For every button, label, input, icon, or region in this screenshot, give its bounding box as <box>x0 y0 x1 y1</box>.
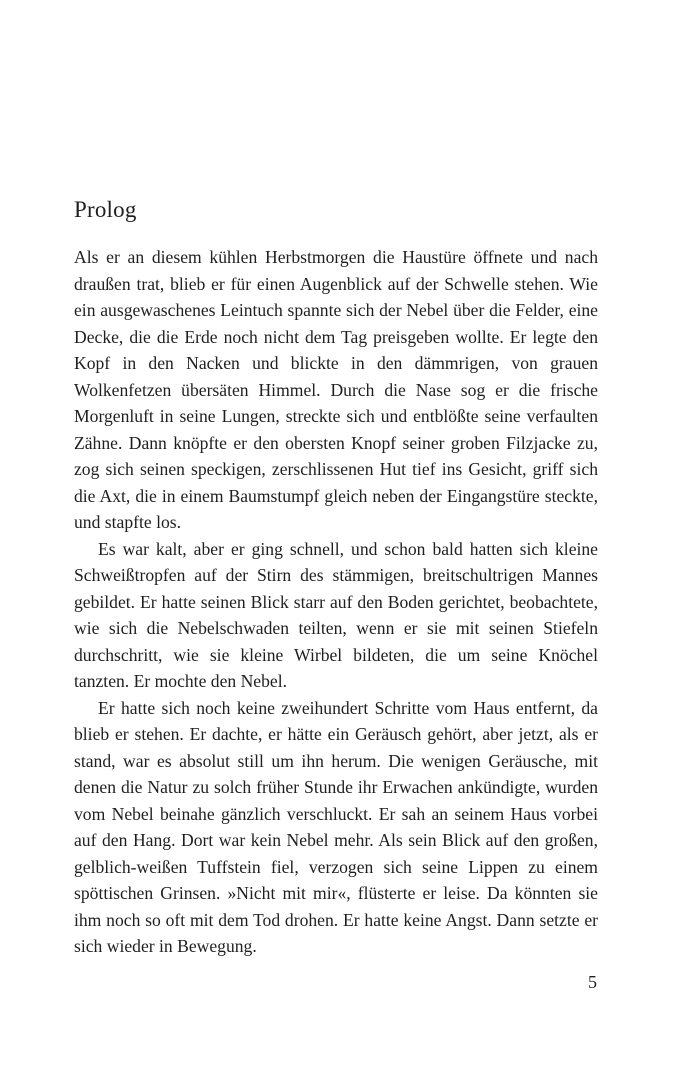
body-text <box>74 244 598 960</box>
paragraph: Als er an diesem kühlen Herbstmorgen die Haustüre öffnete und nach draußen trat, blieb er für einen Augenblick auf der Schwelle stehen. Wie ein ausgewaschenes Leintuch spannte sich der Nebel über die Felder, eine Decke, die die Erde noch nicht dem Tag preisgeben wollte. Er legte den Kopf in den Nacken und blickte in den dämmrigen, von grauen Wolkenfetzen übersäten Himmel. Durch die Nase sog er die frische Morgenluft in seine Lungen, streckte sich und entblößte seine verfaulten Zähne. Dann knöpfte er den obersten Knopf seiner groben Filzjacke zu, zog sich seinen speckigen, zerschlissenen Hut tief ins Gesicht, griff sich die Axt, die in einem Baumstumpf gleich neben der Eingangstüre steckte, und stapfte los. <box>74 247 598 532</box>
chapter-title: Prolog <box>74 197 137 222</box>
page-number: 5 <box>588 972 597 992</box>
paragraph: Er hatte sich noch keine zweihundert Schritte vom Haus entfernt, da blieb er stehen. Er dachte, er hätte ein Geräusch gehört, aber jetzt, als er stand, war es absolut still um ihn herum. Die wenigen Geräusche, mit denen die Natur zu solch früher Stunde ihr Erwachen ankündigte, wurden vom Nebel beinahe gänzlich verschluckt. Er sah an seinem Haus vorbei auf den Hang. Dort war kein Nebel mehr. Als sein Blick auf den großen, gelblich-weißen Tuffstein fiel, verzogen sich seine Lippen zu einem spöttischen Grinsen. »Nicht mit mir«, flüsterte er leise. Da könnten sie ihm noch so oft mit dem Tod drohen. Er hatte keine Angst. Dann setzte er sich wieder in Bewegung. <box>74 697 598 956</box>
paragraph: Es war kalt, aber er ging schnell, und schon bald hatten sich kleine Schweißtropfen auf der Stirn des stämmigen, breitschultrigen Mannes gebildet. Er hatte seinen Blick starr auf den Boden gerichtet, beobachtete, wie sich die Nebelschwaden teilten, wenn er sie mit seinen Stiefeln durchschritt, wie sie kleine Wirbel bildeten, die um seine Knöchel tanzten. Er mochte den Nebel. <box>74 538 598 691</box>
